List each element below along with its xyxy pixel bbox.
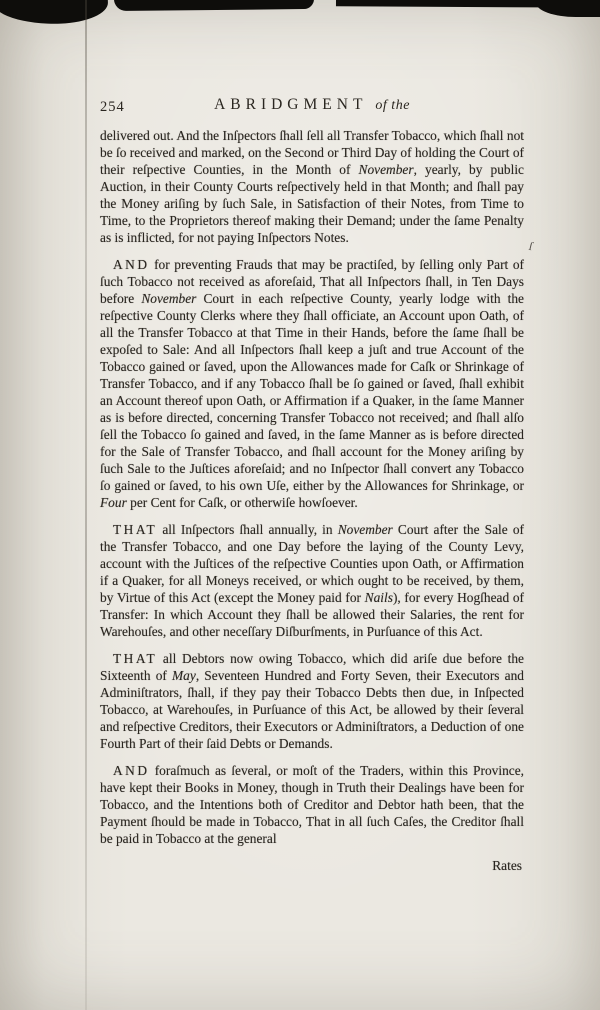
lead-word: AND	[113, 763, 150, 778]
scan-edge-artifact-top-middle	[114, 0, 314, 11]
scan-stray-mark: ſ	[527, 238, 535, 254]
page-header	[100, 96, 524, 118]
text-run: foraſmuch as ſeveral, or moſt of the Traders, within this Province, have kept their Books in Money, though in Truth their Dealings have been for Tobacco, and the Intentions both of Creditor and Debtor hath been, that the Payment ſhould be made in Tobacco, That in all ſuch Caſes, the Creditor ſhall be paid in Tobacco at the general	[100, 763, 524, 846]
italic-text: November	[358, 162, 414, 177]
italic-text: Nails	[364, 590, 393, 605]
page-gutter-shadow	[85, 0, 87, 1010]
page-body	[100, 127, 524, 874]
catchword-row	[100, 857, 524, 874]
scan-edge-artifact-top-left	[0, 0, 109, 26]
lead-word: THAT	[113, 522, 158, 537]
italic-text: November	[141, 291, 197, 306]
running-title-suffix: of the	[375, 98, 410, 113]
scan-edge-artifact-top-corner	[536, 0, 600, 17]
text-run: for preventing Frauds that may be practiſed, by ſelling only Part of ſuch Tobacco not received as aforeſaid, That all Inſpectors ſhall, in Ten Days before	[100, 257, 524, 306]
lead-word: AND	[113, 257, 150, 272]
running-title	[100, 96, 524, 114]
catchword: Rates	[492, 858, 522, 873]
text-run: per Cent for Caſk, or otherwiſe howſoever.	[126, 495, 358, 510]
text-run: , yearly, by public Auction, in their County Courts reſpectively held in that Month; and ſhall pay the Money ariſing by ſuch Sale, in Satisfaction of their Notes, from Time to Time, to the Proprietors thereof making their Demand; under the ſame Penalty as is inflicted, for not paying Inſpectors Notes.	[100, 162, 525, 245]
paragraphs-container	[100, 127, 524, 847]
text-run: Court after the Sale of the Transfer Tobacco, and one Day before the laying of the County Levy, account with the Juſtices of the reſpective Counties upon Oath, or Affirmation if a Quaker, for all Moneys received, or which ought to be received, by them, by Virtue of this Act (except the Money paid for	[100, 522, 524, 605]
text-run: Court in each reſpective County, yearly lodge with the reſpective County Clerks where they ſhall officiate, an Account upon Oath, of all the Transfer Tobacco at that Time in their Hands, before the ſame ſhall be expoſed to Sale: And all Inſpectors ſhall keep a juſt and true Account of the Tobacco gained or ſaved, upon the Allowances made for Caſk or Shrinkage of Transfer Tobacco, and if any Tobacco ſhall be ſo gained or ſaved, ſhall exhibit an Account thereof upon Oath, or Affirmation if a Quaker, in the ſame Manner as is before directed, concerning Transfer Tobacco not received; and ſhall alſo ſell the Tobacco ſo gained and ſaved, in the ſame Manner as is before directed for the Sale of Transfer Tobacco, and ſhall account for the Money ariſing by ſuch Sale to the Juſtices aforeſaid; and no Inſpector ſhall convert any Tobacco ſo gained or ſaved, to his own Uſe, either by the Allowances for Shrinkage, or	[100, 291, 525, 493]
running-title-main: ABRIDGMENT	[214, 96, 368, 113]
text-run: delivered out. And the Inſpectors ſhall ſell all Transfer Tobacco, which ſhall not be ſo received and marked, on the Second or Third Day of holding the Court of their reſpective Counties, in the Month of	[100, 128, 524, 177]
paragraph	[100, 650, 524, 752]
text-run: all Inſpectors ſhall annually, in	[157, 522, 338, 537]
paragraph	[100, 521, 524, 640]
text-run: ), for every Hogſhead of Transfer: In which Account they ſhall be allowed their Salaries, the rent for Warehouſes, and other neceſſary Diſburſments, in Purſuance of this Act.	[100, 590, 524, 639]
lead-word: THAT	[113, 651, 158, 666]
paragraph	[100, 127, 524, 246]
page-number: 254	[100, 99, 125, 115]
text-run: , Seventeen Hundred and Forty Seven, their Executors and Adminiſtrators, ſhall, if they pay their Tobacco Debts then due, in Inſpected Tobacco, at Warehouſes, in Purſuance of this Act, be allowed by their ſeveral and reſpective Creditors, their Executors or Adminiſtrators, a Deduction of one Fourth Part of their ſaid Debts or Demands.	[100, 668, 524, 751]
italic-text: May	[172, 668, 196, 683]
paragraph	[100, 256, 524, 511]
italic-text: November	[337, 522, 393, 537]
text-run: all Debtors now owing Tobacco, which did ariſe due before the Sixteenth of	[100, 651, 524, 683]
paragraph	[100, 762, 524, 847]
italic-text: Four	[100, 495, 127, 510]
